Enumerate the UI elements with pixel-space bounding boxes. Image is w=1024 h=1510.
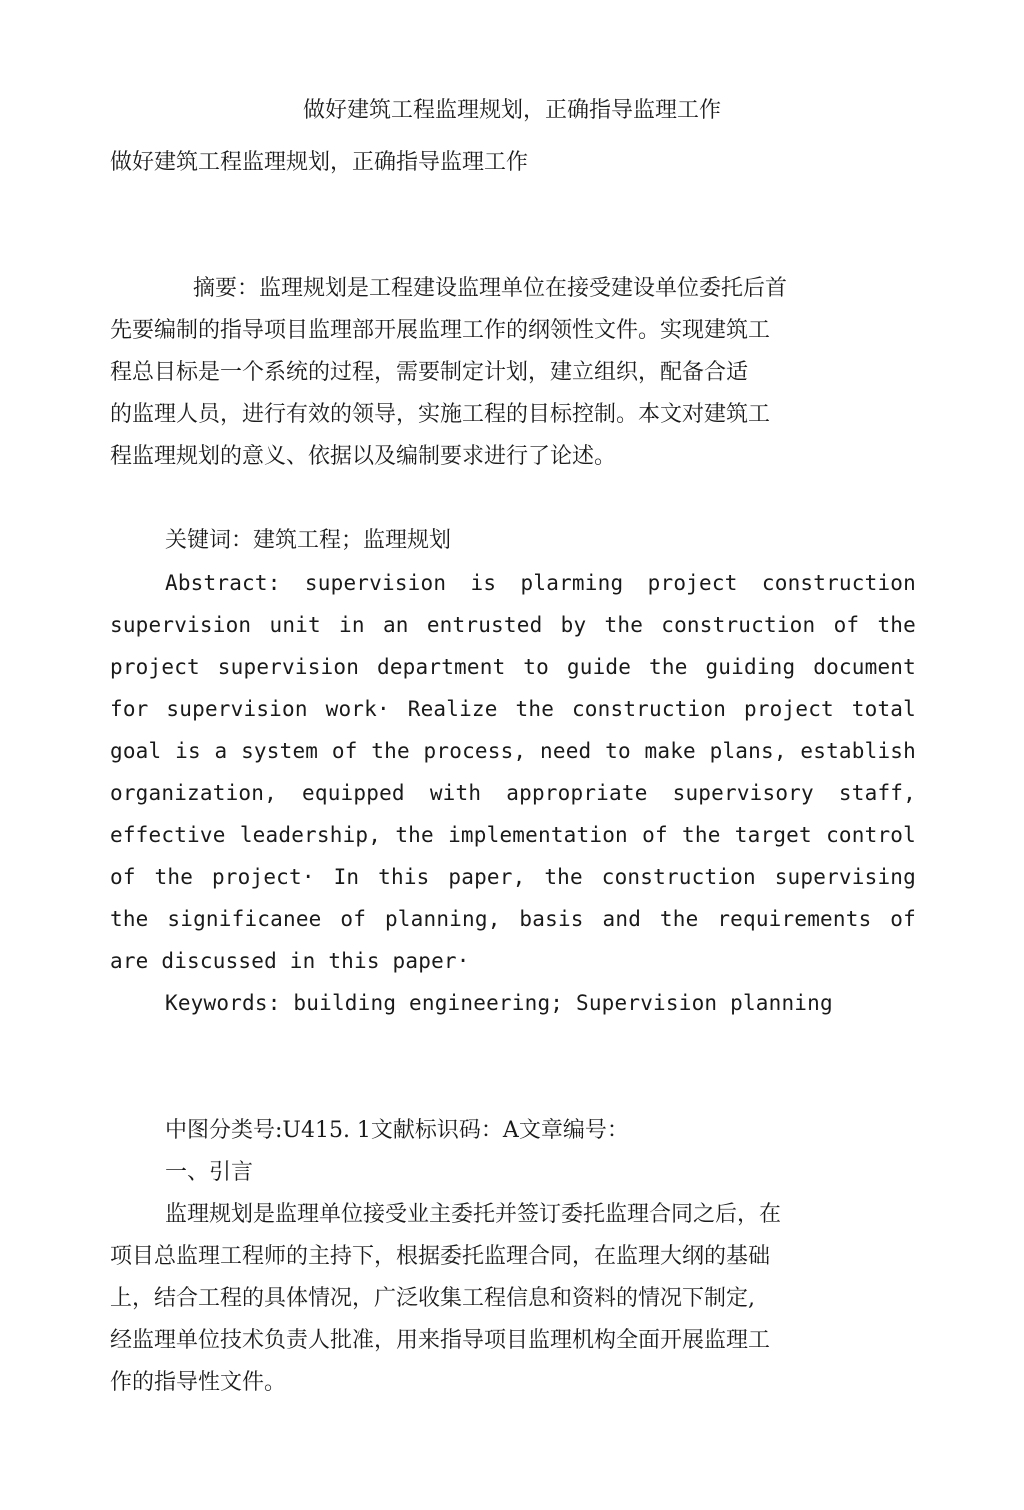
abstract-cn-line: 摘要：监理规划是工程建设监理单位在接受建设单位委托后首: [193, 276, 788, 301]
intro-line: 作的指导性文件。: [110, 1370, 287, 1395]
abstract-cn-line: 程监理规划的意义、依据以及编制要求进行了论述。: [110, 444, 617, 469]
intro-line: 上，结合工程的具体情况，广泛收集工程信息和资料的情况下制定,: [110, 1286, 755, 1311]
page-title: 做好建筑工程监理规划，正确指导监理工作: [110, 150, 529, 175]
abstract-en-line: goal is a system of the process, need to make plans, establish: [110, 739, 916, 763]
intro-line: 监理规划是监理单位接受业主委托并签订委托监理合同之后，在: [165, 1202, 782, 1227]
abstract-en-line: are discussed in this paper·: [110, 949, 470, 973]
keywords-en: Keywords: building engineering; Supervision planning: [165, 991, 833, 1015]
abstract-en-line: the significanee of planning, basis and the requirements of: [110, 907, 916, 931]
abstract-cn-line: 的监理人员，进行有效的领导，实施工程的目标控制。本文对建筑工: [110, 402, 771, 427]
abstract-en-line: of the project· In this paper, the construction supervising: [110, 865, 916, 889]
abstract-cn-line: 程总目标是一个系统的过程，需要制定计划，建立组织，配备合适: [110, 360, 749, 385]
abstract-en-line: supervision unit in an entrusted by the construction of the: [110, 613, 916, 637]
intro-line: 经监理单位技术负责人批准，用来指导项目监理机构全面开展监理工: [110, 1328, 771, 1353]
classification-line: 中图分类号:U415. 1文献标识码：A文章编号：: [165, 1118, 629, 1143]
header-title: 做好建筑工程监理规划，正确指导监理工作: [302, 98, 721, 123]
intro-line: 项目总监理工程师的主持下，根据委托监理合同，在监理大纲的基础: [110, 1244, 771, 1269]
abstract-en-line: project supervision department to guide the guiding document: [110, 655, 916, 679]
section-heading: 一、引言: [165, 1160, 254, 1185]
abstract-en-line: for supervision work· Realize the construction project total: [110, 697, 916, 721]
abstract-en-line: organization, equipped with appropriate supervisory staff,: [110, 781, 916, 805]
abstract-en-line: effective leadership, the implementation of the target control: [110, 823, 916, 847]
abstract-en-line: Abstract: supervision is plarming project construction: [165, 571, 916, 595]
keywords-cn: 关键词：建筑工程；监理规划: [165, 528, 452, 553]
abstract-cn-line: 先要编制的指导项目监理部开展监理工作的纲领性文件。实现建筑工: [110, 318, 771, 343]
